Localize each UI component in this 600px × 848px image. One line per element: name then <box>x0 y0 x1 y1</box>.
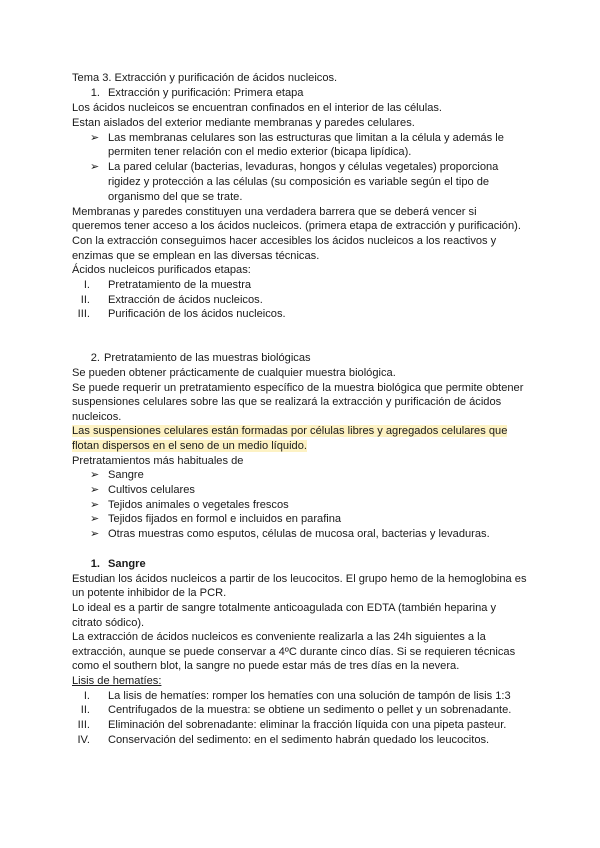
list-marker: III. <box>77 719 90 731</box>
bullet-text: organismo del que se trate. <box>108 191 243 203</box>
bullet-arrow-icon: ➢ <box>90 499 100 511</box>
bullet-text: permiten tener relación con el medio exterior (bicapa lipídica). <box>108 146 412 158</box>
bullet-text: La pared celular (bacterias, levaduras, hongos y células vegetales) proporciona <box>108 161 499 173</box>
section-heading: Extracción y purificación: Primera etapa <box>108 87 304 99</box>
list-marker: III. <box>77 308 90 320</box>
paragraph: Membranas y paredes constituyen una verdadera barrera que se deberá vencer si <box>72 206 477 218</box>
stages-label: Ácidos nucleicos purificados etapas: <box>72 264 251 276</box>
bullet-arrow-icon: ➢ <box>90 469 100 481</box>
paragraph: enzimas que se emplean en las diversas técnicas. <box>72 250 320 262</box>
bullet-text: Tejidos fijados en formol e incluidos en parafina <box>108 513 342 525</box>
paragraph: La extracción de ácidos nucleicos es conveniente realizarla a las 24h siguientes a la <box>72 631 486 643</box>
list-item: Conservación del sedimento: en el sedimento habrán quedado los leucocitos. <box>108 734 490 746</box>
lysis-label: Lisis de hematíes: <box>72 675 162 687</box>
paragraph: un potente inhibidor de la PCR. <box>72 587 227 599</box>
bullet-arrow-icon: ➢ <box>90 513 100 525</box>
paragraph: citrato sódico). <box>72 617 145 629</box>
paragraph: Lo ideal es a partir de sangre totalmente anticoagulada con EDTA (también heparina y <box>72 602 497 614</box>
bullet-text: Tejidos animales o vegetales frescos <box>108 499 289 511</box>
paragraph: nucleicos. <box>72 411 122 423</box>
paragraph: Los ácidos nucleicos se encuentran confinados en el interior de las células. <box>72 102 443 114</box>
document-title: Tema 3. Extracción y purificación de ácidos nucleicos. <box>72 72 338 84</box>
section-number: 2. <box>90 352 100 364</box>
bullet-arrow-icon: ➢ <box>90 161 100 173</box>
paragraph: Se pueden obtener prácticamente de cualquier muestra biológica. <box>72 367 396 379</box>
section-heading: Sangre <box>108 558 146 570</box>
list-marker: I. <box>83 690 90 702</box>
paragraph: queremos tener acceso a los ácidos nucleicos. (primera etapa de extracción y purificación). <box>72 220 521 232</box>
list-marker: I. <box>83 279 90 291</box>
section-number: 1. <box>90 87 100 99</box>
paragraph: Con la extracción conseguimos hacer accesibles los ácidos nucleicos a los reactivos y <box>72 235 497 247</box>
bullet-text: Cultivos celulares <box>108 484 195 496</box>
highlight-span: Las suspensiones celulares están formadas por células libres y agregados celulares que <box>72 425 508 437</box>
list-marker: II. <box>80 294 90 306</box>
list-item: La lisis de hematíes: romper los hematíes con una solución de tampón de lisis 1:3 <box>108 690 511 702</box>
paragraph: suspensiones celulares sobre las que se realizará la extracción y purificación de ácidos <box>72 396 502 408</box>
bullet-text: Las membranas celulares son las estructuras que limitan a la célula y además le <box>108 132 504 144</box>
list-marker: II. <box>80 704 90 716</box>
highlighted-text <box>72 424 507 439</box>
highlighted-text <box>72 439 307 454</box>
list-item: Centrifugados de la muestra: se obtiene un sedimento o pellet y un sobrenadante. <box>108 704 512 716</box>
paragraph: Se puede requerir un pretratamiento específico de la muestra biológica que permite obtener <box>72 382 524 394</box>
bullet-text: rigidez y protección a las células (su composición es variable según el tipo de <box>108 176 490 188</box>
list-label: Pretratamientos más habituales de <box>72 455 244 467</box>
highlight-span: flotan dispersos en el seno de un medio líquido. <box>72 440 307 452</box>
list-item: Extracción de ácidos nucleicos. <box>108 294 263 306</box>
section-number: 1. <box>90 558 100 570</box>
list-item: Pretratamiento de la muestra <box>108 279 252 291</box>
paragraph: extracción, aunque se puede conservar a 4ºC durante cinco días. Si se requieren técnicas <box>72 646 516 658</box>
paragraph: como el southern blot, la sangre no puede estar más de tres días en la nevera. <box>72 660 460 672</box>
paragraph: Estan aislados del exterior mediante membranas y paredes celulares. <box>72 117 415 129</box>
bullet-text: Otras muestras como esputos, células de mucosa oral, bacterias y levaduras. <box>108 528 490 540</box>
list-marker: IV. <box>77 734 90 746</box>
bullet-text: Sangre <box>108 469 144 481</box>
bullet-arrow-icon: ➢ <box>90 132 100 144</box>
bullet-arrow-icon: ➢ <box>90 484 100 496</box>
list-item: Purificación de los ácidos nucleicos. <box>108 308 286 320</box>
list-item: Eliminación del sobrenadante: eliminar la fracción líquida con una pipeta pasteur. <box>108 719 507 731</box>
paragraph: Estudian los ácidos nucleicos a partir de los leucocitos. El grupo hemo de la hemoglobina es <box>72 573 527 585</box>
bullet-arrow-icon: ➢ <box>90 528 100 540</box>
section-heading: Pretratamiento de las muestras biológicas <box>104 352 311 364</box>
